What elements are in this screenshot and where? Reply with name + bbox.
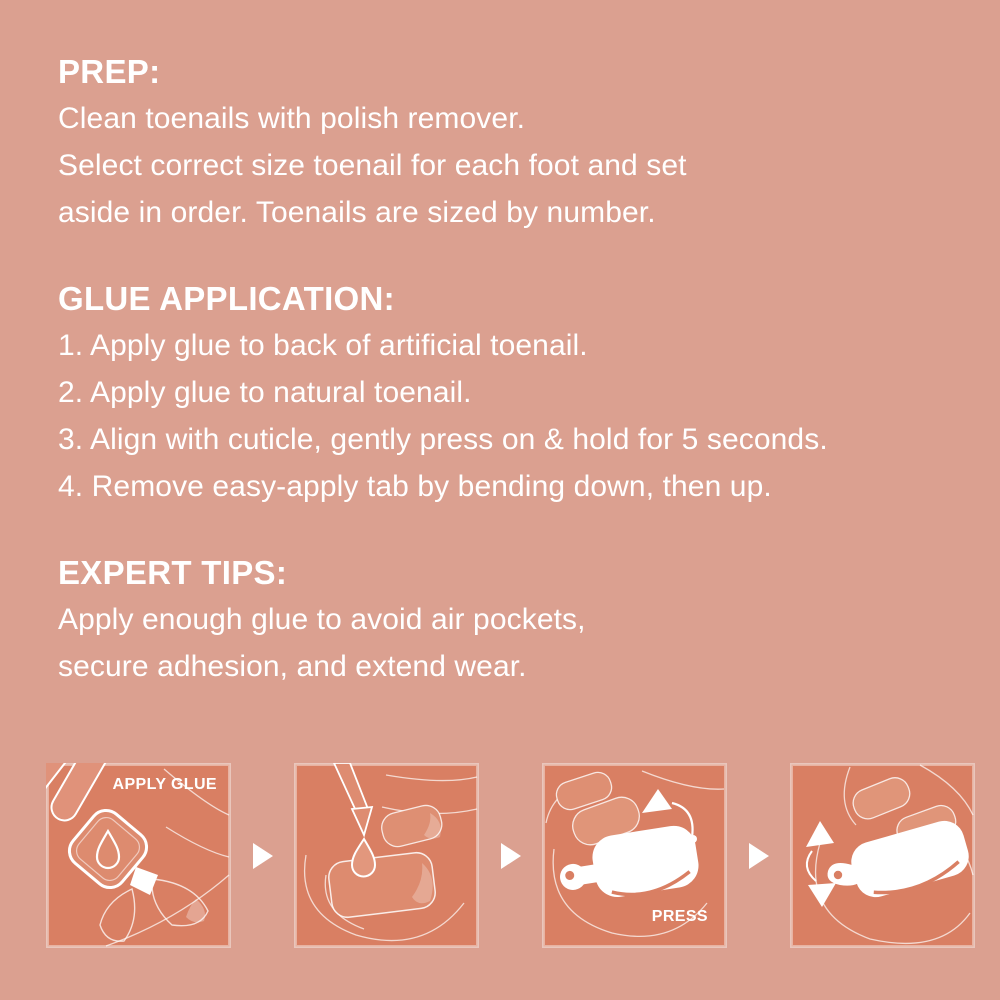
step-panel-apply-glue-artificial — [46, 763, 231, 948]
glue-application-heading: GLUE APPLICATION: — [58, 280, 395, 317]
section-glue-application — [58, 275, 970, 510]
section-prep — [58, 48, 970, 236]
glue-step-line: 4. Remove easy-apply tab by bending down, then up. — [58, 470, 772, 503]
next-arrow-icon — [479, 763, 542, 948]
prep-heading: PREP: — [58, 53, 161, 90]
section-expert-tips — [58, 549, 970, 690]
apply-glue-natural-illustration — [294, 763, 479, 948]
prep-line: Clean toenails with polish remover. — [58, 102, 526, 135]
next-arrow-icon — [231, 763, 294, 948]
prep-line: Select correct size toenail for each foot and set — [58, 149, 687, 182]
next-arrow-icon — [727, 763, 790, 948]
glue-step-line: 1. Apply glue to back of artificial toenail. — [58, 329, 588, 362]
expert-tips-line: Apply enough glue to avoid air pockets, — [58, 603, 586, 636]
prep-line: aside in order. Toenails are sized by number. — [58, 196, 656, 229]
step-panel-apply-glue-natural — [294, 763, 479, 948]
remove-tab-illustration — [790, 763, 975, 948]
apply-glue-label: APPLY GLUE — [112, 776, 217, 793]
glue-step-line: 3. Align with cuticle, gently press on & hold for 5 seconds. — [58, 423, 828, 456]
step-panel-press — [542, 763, 727, 948]
expert-tips-heading: EXPERT TIPS: — [58, 554, 288, 591]
instruction-text — [58, 48, 970, 729]
step-panel-remove-tab — [790, 763, 975, 948]
glue-step-line: 2. Apply glue to natural toenail. — [58, 376, 472, 409]
press-label: PRESS — [651, 908, 708, 925]
expert-tips-line: secure adhesion, and extend wear. — [58, 650, 527, 683]
steps-row — [46, 763, 975, 948]
